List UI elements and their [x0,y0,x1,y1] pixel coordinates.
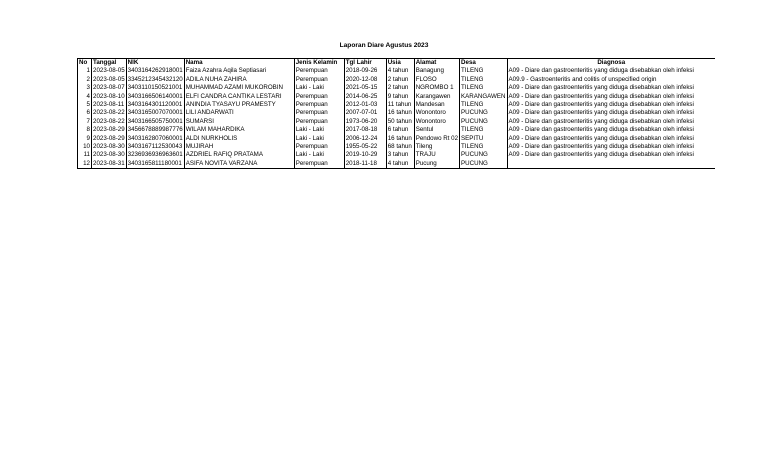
table-row [78,93,716,101]
cell-jenis-kelamin: Laki - Laki [294,151,344,159]
cell-usia: 68 tahun [386,143,414,151]
cell-diagnosa: A09 - Diare dan gastroenteritis yang diduga disebabkan oleh infeksi [508,143,694,151]
cell-desa: PUCUNG [460,151,507,159]
cell-tanggal: 2023-08-05 [93,75,125,83]
cell-alamat: Wonontoro [414,118,459,126]
cell-usia: 9 tahun [386,93,414,101]
cell-nama: MUJIRAH [184,143,294,151]
cell-alamat: NGROMBO 1 [414,84,459,92]
cell-tanggal: 2023-08-30 [93,151,125,159]
table-row [78,109,716,117]
cell-diagnosa: A09.9 - Gastroenteritis and colitis of unspecified origin [508,75,657,83]
cell-nama: ANINDIA TYASAYU PRAMESTY [184,101,294,109]
cell-usia: 2 tahun [386,76,414,84]
cell-tgl-lahir: 1973-06-20 [344,118,386,126]
cell-nama: SUMARSI [184,118,294,126]
cell-nik: 3456678889987776 [127,126,183,134]
cell-nik: 3403110150521001 [127,84,183,92]
cell-diagnosa: A09 - Diare dan gastroenteritis yang diduga disebabkan oleh infeksi [508,151,694,159]
cell-tanggal: 2023-08-29 [93,134,125,142]
header-nama: Nama [184,59,294,68]
cell-usia: 4 tahun [386,67,414,75]
cell-nama: LILI ANDARWATI [184,109,294,117]
cell-jenis-kelamin: Perempuan [294,93,344,101]
header-usia: Usia [386,59,414,68]
table-row [78,135,716,143]
table-row [78,101,716,109]
cell-desa: KARANGAWEN [461,92,506,100]
cell-diagnosa: A09 - Diare dan gastroenteritis yang diduga disebabkan oleh infeksi [508,134,694,142]
cell-tanggal: 2023-08-22 [93,117,125,125]
cell-tgl-lahir: 2019-10-29 [344,151,386,159]
cell-jenis-kelamin: Perempuan [294,143,344,151]
cell-nik: 3403166505750001 [127,117,183,125]
cell-usia: 6 tahun [386,126,414,134]
cell-nama: WILAM MAHARDIKA [184,126,294,134]
cell-alamat: Mandesan [414,101,459,109]
cell-desa: PUCUNG [460,109,507,117]
cell-no: 7 [78,118,92,126]
cell-alamat: Banagung [414,67,459,75]
header-alamat: Alamat [414,59,459,68]
cell-nik: 3403166506140001 [127,92,183,100]
cell-desa: PUCUNG [460,118,507,126]
cell-nama: ALDI NURKHOLIS [184,135,294,143]
cell-nik: 3403164301120001 [127,101,183,109]
cell-nik: 3403164262918001 [127,67,183,75]
cell-nik: 3345212345432120 [127,75,183,83]
cell-no: 4 [78,93,92,101]
report-table [77,58,715,169]
header-tgl-lahir: Tgl Lahir [344,59,386,68]
cell-nama: ADILA NUHA ZAHIRA [184,76,294,84]
cell-tgl-lahir: 2007-07-01 [344,109,386,117]
cell-usia: 3 tahun [386,151,414,159]
cell-no: 1 [78,67,92,75]
table-row [78,160,716,169]
cell-nama: AZDRIEL RAFIQ PRATAMA [184,151,294,159]
cell-jenis-kelamin: Perempuan [294,67,344,75]
table-row [78,118,716,126]
cell-no: 3 [78,84,92,92]
cell-alamat: Sentul [414,126,459,134]
cell-tgl-lahir: 2020-12-08 [344,76,386,84]
cell-desa: TILENG [460,67,507,75]
header-diagnosa: Diagnosa [507,59,715,68]
cell-alamat: TRAJU [414,151,459,159]
cell-alamat: FLOSO [414,76,459,84]
cell-diagnosa: A09 - Diare dan gastroenteritis yang diduga disebabkan oleh infeksi [508,67,694,75]
cell-usia: 16 tahun [386,109,414,117]
cell-desa: TILENG [460,143,507,151]
cell-tanggal: 2023-08-07 [93,84,125,92]
cell-no: 8 [78,126,92,134]
cell-jenis-kelamin: Perempuan [294,109,344,117]
cell-nama: ELFI CANDRA CANTIKA LESTARI [184,93,294,101]
cell-no: 10 [78,143,92,151]
cell-no: 11 [78,151,92,159]
cell-diagnosa: A09 - Diare dan gastroenteritis yang diduga disebabkan oleh infeksi [508,117,694,125]
header-row [78,59,716,68]
cell-desa: PUCUNG [460,160,507,169]
cell-jenis-kelamin: Perempuan [294,76,344,84]
header-jenis-kelamin: Jenis Kelamin [294,59,344,68]
header-desa: Desa [460,59,507,68]
cell-tgl-lahir: 2018-11-18 [344,160,386,169]
cell-nama: Faiza Azahra Aqila Septiasari [184,67,294,75]
cell-desa: TILENG [460,101,507,109]
cell-alamat: Pendowo Rt 02 [415,134,459,142]
cell-tanggal: 2023-08-05 [93,67,125,75]
cell-alamat: Karangawen [414,93,459,101]
cell-no: 9 [78,135,92,143]
cell-desa: TILENG [460,126,507,134]
cell-tanggal: 2023-08-29 [93,126,125,134]
cell-no: 6 [78,109,92,117]
report-title: Laporan Diare Agustus 2023 [339,42,429,49]
cell-usia: 2 tahun [386,84,414,92]
cell-tgl-lahir: 1955-05-22 [344,143,386,151]
table-row [78,126,716,134]
cell-no: 2 [78,76,92,84]
cell-jenis-kelamin: Laki - Laki [294,84,344,92]
cell-diagnosa: A09 - Diare dan gastroenteritis yang diduga disebabkan oleh infeksi [508,109,694,117]
table-row [78,67,716,75]
cell-tgl-lahir: 2018-09-26 [344,67,386,75]
cell-tgl-lahir: 2006-12-24 [344,135,386,143]
cell-nik: 3403165811180001 [126,160,184,169]
cell-nik: 3403167112530043 [127,143,183,151]
cell-tgl-lahir: 2012-01-03 [344,101,386,109]
cell-tgl-lahir: 2017-08-18 [344,126,386,134]
header-no: No [78,59,92,68]
cell-jenis-kelamin: Laki - Laki [294,126,344,134]
table-row [78,84,716,92]
table-row [78,76,716,84]
cell-alamat: Pucung [414,160,459,169]
cell-diagnosa [507,160,715,169]
cell-diagnosa: A09 - Diare dan gastroenteritis yang diduga disebabkan oleh infeksi [508,84,694,92]
cell-usia: 4 tahun [386,160,414,169]
cell-nik: 3236936936963601 [127,151,183,159]
cell-alamat: Tileng [414,143,459,151]
cell-no: 5 [78,101,92,109]
cell-tgl-lahir: 2014-06-25 [344,93,386,101]
cell-tanggal: 2023-08-31 [93,159,125,167]
cell-diagnosa: A09 - Diare dan gastroenteritis yang diduga disebabkan oleh infeksi [508,101,694,109]
cell-diagnosa: A09 - Diare dan gastroenteritis yang diduga disebabkan oleh infeksi [508,92,694,100]
cell-tanggal: 2023-08-11 [93,101,125,109]
cell-nama: ASIFA NOVITA VARZANA [184,160,294,169]
header-nik: NIK [126,59,184,68]
cell-desa: SEPITU [460,135,507,143]
cell-nik: 3403165007070001 [127,109,183,117]
cell-jenis-kelamin: Perempuan [294,118,344,126]
cell-jenis-kelamin: Perempuan [294,101,344,109]
table-row [78,151,716,159]
cell-jenis-kelamin: Perempuan [294,160,344,169]
cell-tanggal: 2023-08-10 [93,92,125,100]
header-tanggal: Tanggal [92,59,127,68]
cell-usia: 50 tahun [386,118,414,126]
cell-usia: 11 tahun [386,101,414,109]
table-row [78,143,716,151]
cell-desa: TILENG [460,84,507,92]
cell-alamat: Wonontoro [414,109,459,117]
cell-tanggal: 2023-08-30 [93,143,125,151]
cell-usia: 16 tahun [386,135,414,143]
cell-jenis-kelamin: Laki - Laki [294,135,344,143]
cell-no: 12 [78,160,92,169]
cell-tgl-lahir: 2021-05-15 [344,84,386,92]
cell-desa: TILENG [460,76,507,84]
cell-nama: MUHAMMAD AZAMI MUKOROBIN [184,84,294,92]
cell-tanggal: 2023-08-22 [93,109,125,117]
cell-nik: 3403162807060001 [127,134,183,142]
cell-diagnosa: A09 - Diare dan gastroenteritis yang diduga disebabkan oleh infeksi [508,126,694,134]
